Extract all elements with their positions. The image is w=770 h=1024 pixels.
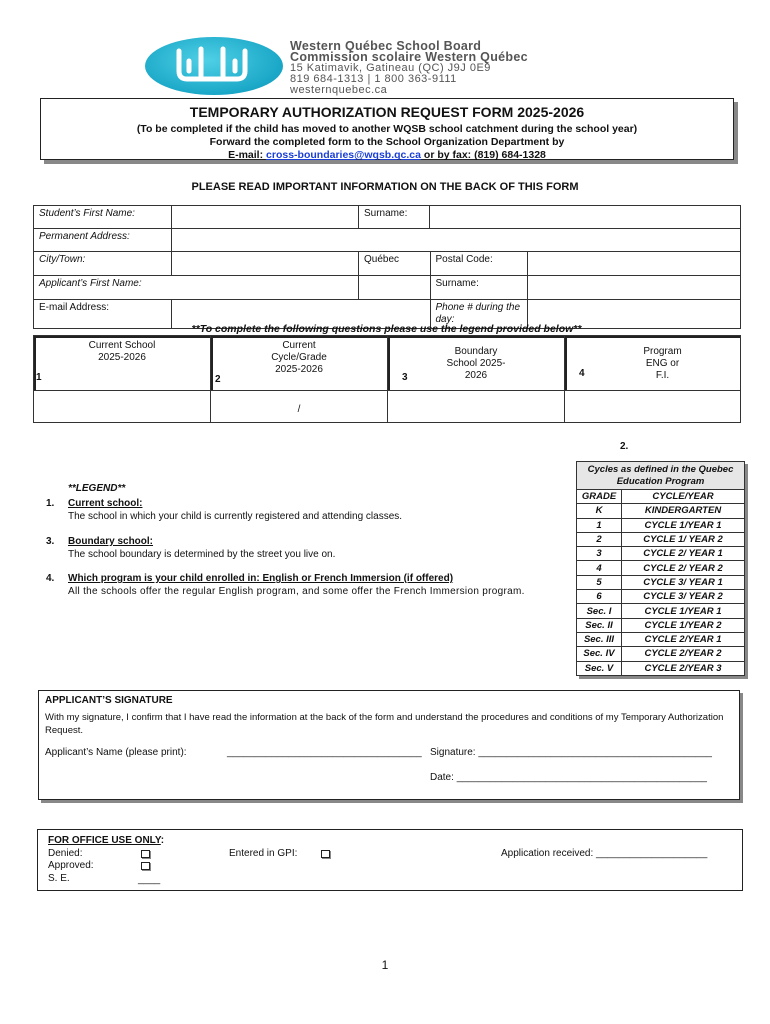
legend-heading: Which program is your child enrolled in: English or French Immersion (if offered) bbox=[68, 573, 454, 584]
legend-description: The school in which your child is currently registered and attending classes. bbox=[68, 511, 403, 522]
student-info-table bbox=[33, 205, 741, 329]
contact-line bbox=[41, 149, 733, 162]
checkbox-icon bbox=[321, 850, 330, 858]
province-value: Québec bbox=[359, 252, 430, 275]
form-subtitle bbox=[41, 123, 733, 162]
form-title: TEMPORARY AUTHORIZATION REQUEST FORM 2025-2026 bbox=[189, 104, 585, 120]
current-school-field[interactable] bbox=[34, 391, 211, 423]
city-label: City/Town: bbox=[34, 252, 172, 276]
current-grade-field[interactable] bbox=[211, 391, 388, 423]
legend-item bbox=[46, 572, 561, 598]
question-number: 4 bbox=[579, 368, 585, 379]
table-row: 4 CYCLE 2/ YEAR 2 bbox=[577, 561, 745, 575]
legend-heading: Current school: bbox=[68, 498, 143, 509]
postal-field[interactable] bbox=[527, 252, 740, 275]
legend-item bbox=[46, 535, 561, 561]
title-box bbox=[40, 98, 734, 160]
legend-number: 3. bbox=[46, 536, 55, 547]
phone-label: Phone # during the day: bbox=[430, 300, 527, 328]
question-number: 1 bbox=[36, 372, 42, 383]
table-row: K KINDERGARTEN bbox=[577, 504, 745, 518]
denied-checkbox[interactable] bbox=[141, 850, 150, 861]
subtitle-line2: Forward the completed form to the School Organization Department by bbox=[209, 136, 565, 148]
applicant-first-name-field[interactable] bbox=[359, 276, 430, 299]
org-phone: 819 684-1313 | 1 800 363-9111 bbox=[290, 73, 457, 85]
table-row: Sec. V CYCLE 2/YEAR 3 bbox=[577, 661, 745, 675]
se-field[interactable]: ____ bbox=[138, 874, 161, 885]
org-info bbox=[290, 41, 528, 96]
legend-instruction: **To complete the following questions please use the legend provided below** bbox=[191, 323, 582, 335]
legend-heading: Boundary school: bbox=[68, 536, 154, 547]
table-row: Sec. I CYCLE 1/YEAR 1 bbox=[577, 604, 745, 618]
org-website: westernquebec.ca bbox=[290, 84, 388, 96]
signature-title: APPLICANT’S SIGNATURE bbox=[45, 695, 173, 706]
signature-statement: With my signature, I confirm that I have read the information at the back of the form and understand the procedures and conditions of my Temporary Authorization Request. bbox=[45, 712, 724, 736]
note-marker: 2. bbox=[620, 441, 629, 452]
program-field[interactable] bbox=[565, 391, 741, 423]
subtitle-line1: (To be completed if the child has moved to another WQSB school catchment during the school year) bbox=[136, 123, 638, 135]
applicant-surname-label: Surname: bbox=[430, 276, 527, 299]
legend-number: 1. bbox=[46, 498, 55, 509]
legend-description: All the schools offer the regular English program, and some offer the French Immersion program. bbox=[68, 586, 525, 597]
email-label: E-mail Address: bbox=[34, 300, 172, 329]
se-label: S. E. bbox=[48, 873, 70, 884]
address-field[interactable] bbox=[172, 229, 741, 252]
applicant-first-name-label: Applicant’s First Name: bbox=[34, 276, 359, 300]
table-row: 3 CYCLE 2/ YEAR 1 bbox=[577, 547, 745, 561]
program-header: Program ENG or F.I. 4 bbox=[565, 336, 741, 391]
org-name-en: Western Québec School Board bbox=[290, 39, 482, 53]
first-name-field[interactable] bbox=[172, 206, 359, 229]
email-prefix: E-mail: bbox=[228, 149, 267, 161]
legend-number: 4. bbox=[46, 573, 55, 584]
city-field[interactable] bbox=[172, 252, 359, 276]
cycles-table bbox=[576, 461, 745, 676]
email-link[interactable]: cross-boundaries@wqsb.qc.ca bbox=[266, 149, 421, 161]
legend-item bbox=[46, 497, 561, 523]
grade-column-header: GRADE bbox=[577, 490, 622, 504]
applicant-name-field[interactable]: ___________________________________ bbox=[227, 747, 422, 758]
page-number: 1 bbox=[381, 958, 389, 972]
applicant-surname-field[interactable] bbox=[527, 276, 740, 299]
office-use-box bbox=[37, 829, 743, 891]
date-field[interactable]: Date: _____________________________________________ bbox=[430, 772, 707, 783]
table-row: Sec. III CYCLE 2/YEAR 1 bbox=[577, 632, 745, 646]
table-row: Sec. IV CYCLE 2/YEAR 2 bbox=[577, 647, 745, 661]
checkbox-icon bbox=[141, 850, 150, 858]
table-row: 1 CYCLE 1/YEAR 1 bbox=[577, 518, 745, 532]
table-row: Sec. II CYCLE 1/YEAR 2 bbox=[577, 618, 745, 632]
gpi-checkbox[interactable] bbox=[321, 850, 330, 861]
table-row: 5 CYCLE 3/ YEAR 1 bbox=[577, 575, 745, 589]
date-label: Date: bbox=[430, 772, 457, 783]
boundary-school-field[interactable] bbox=[388, 391, 565, 423]
signature-box bbox=[38, 690, 740, 800]
grade-separator: / bbox=[297, 404, 301, 415]
checkbox-icon bbox=[141, 862, 150, 870]
boundary-school-header: Boundary School 2025-2026 3 bbox=[388, 336, 565, 391]
wqsb-logo bbox=[145, 37, 283, 95]
questions-table bbox=[33, 335, 741, 423]
table-row: 6 CYCLE 3/ YEAR 2 bbox=[577, 590, 745, 604]
first-name-label: Student’s First Name: bbox=[34, 206, 172, 229]
org-name-fr: Commission scolaire Western Québec bbox=[290, 50, 528, 64]
approved-label: Approved: bbox=[48, 860, 94, 871]
address-label: Permanent Address: bbox=[34, 229, 172, 252]
denied-label: Denied: bbox=[48, 848, 83, 859]
legend-description: The school boundary is determined by the street you live on. bbox=[68, 549, 336, 560]
surname-field[interactable] bbox=[430, 206, 741, 229]
signature-label: Signature: bbox=[430, 747, 479, 758]
legend-title: **LEGEND** bbox=[68, 483, 126, 494]
office-use-title: FOR OFFICE USE ONLY: bbox=[48, 835, 165, 846]
current-grade-header: Current Cycle/Grade 2025-2026 2 bbox=[211, 336, 388, 391]
fax-text: or by fax: (819) 684-1328 bbox=[420, 149, 546, 161]
applicant-name-label: Applicant’s Name (please print): bbox=[45, 747, 187, 758]
cycles-caption: Cycles as defined in the Quebec Education Program bbox=[577, 462, 745, 490]
question-number: 3 bbox=[402, 372, 408, 383]
surname-label: Surname: bbox=[359, 206, 430, 229]
read-important-note: PLEASE READ IMPORTANT INFORMATION ON THE BACK OF THIS FORM bbox=[191, 181, 579, 193]
logo-mark-icon bbox=[145, 37, 283, 95]
signature-field[interactable]: Signature: __________________________________________ bbox=[430, 747, 712, 758]
gpi-label: Entered in GPI: bbox=[229, 848, 298, 859]
cycle-column-header: CYCLE/YEAR bbox=[622, 490, 745, 504]
application-received-field[interactable]: Application received: ____________________ bbox=[501, 848, 708, 859]
table-row: 2 CYCLE 1/ YEAR 2 bbox=[577, 532, 745, 546]
approved-checkbox[interactable] bbox=[141, 862, 150, 873]
current-school-header: Current School 2025-2026 1 bbox=[34, 336, 211, 391]
postal-label: Postal Code: bbox=[430, 252, 527, 275]
org-address: 15 Katimavik, Gatineau (QC) J9J 0E9 bbox=[290, 62, 491, 74]
question-number: 2 bbox=[215, 374, 221, 385]
